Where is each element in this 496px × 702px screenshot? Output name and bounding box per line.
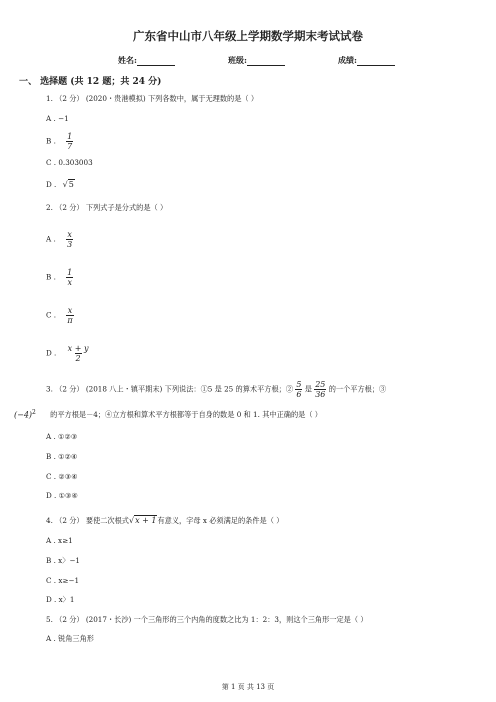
question-3-stem (46, 380, 386, 399)
q2-c-numerator: x (67, 306, 73, 315)
q4-option-a: A . x≥1 (46, 536, 73, 545)
q1-option-b (46, 132, 73, 151)
q1-option-a: A . −1 (46, 114, 69, 123)
score-blank (357, 57, 395, 66)
q3-stem-part-b: 是 (304, 384, 312, 394)
class-field (228, 55, 285, 66)
q2-option-c-fraction (66, 306, 73, 325)
q2-option-d (46, 344, 89, 363)
q4-option-b: B . x〉−1 (46, 556, 80, 565)
q2-a-numerator: x (67, 230, 72, 239)
q3-stem-part-c: 的一个平方根；③ (328, 384, 387, 394)
q1-d-radicand: 5 (68, 180, 74, 189)
q3-stem-part-a: 3. （2 分） (2018 八上・镇平期末) 下列说法：①5 是 25 的算术平方根；② (46, 384, 294, 394)
q2-option-d-fraction (67, 344, 90, 363)
q2-d-denominator: 2 (75, 354, 81, 363)
q4-radicand: x + 1 (135, 516, 157, 525)
name-label: 姓名: (118, 55, 137, 65)
q2-option-c (46, 306, 74, 325)
q4-option-c: C . x≥−1 (46, 576, 80, 585)
q3-option-c: C . ②③④ (46, 472, 78, 481)
question-5-stem: 5. （2 分） (2017・长沙) 一个三角形的三个内角的度数之比为 1：2：3，则这个三角形一定是（ ） (46, 615, 368, 624)
question-4-stem (46, 516, 283, 526)
q1-option-b-label: B . (46, 136, 56, 146)
question-2-stem: 2. （2 分） 下列式子是分式的是（ ） (46, 203, 168, 212)
q2-option-a-label: A . (46, 234, 56, 244)
class-label: 班级: (228, 55, 247, 65)
question-1-stem: 1. （2 分） (2020・贵港模拟) 下列各数中，属于无理数的是（ ） (46, 94, 259, 103)
q2-option-b-fraction (66, 268, 73, 287)
class-blank (247, 57, 285, 66)
name-field (118, 55, 175, 66)
q4-sqrt: √x + 1 (128, 516, 157, 525)
q2-option-b (46, 268, 73, 287)
q2-option-d-label: D . (46, 348, 57, 358)
q1-option-c: C . 0.303003 (46, 158, 93, 167)
page-footer: 第 1 页 共 13 页 (221, 683, 275, 691)
q3-f2-numerator: 25 (315, 380, 326, 389)
section-heading: 一、 选择题 (共 12 题；共 24 分) (19, 77, 162, 87)
q2-option-a-fraction (66, 230, 73, 249)
q3-f1-numerator: 5 (296, 380, 302, 389)
q2-b-denominator: x (67, 278, 72, 287)
q3-f2-denominator: 36 (315, 390, 326, 399)
q3-stem-part-d: 的平方根是－4；④立方根和算术平方根都等于自身的数是 0 和 1. 其中正确的是（ ） (50, 410, 322, 420)
q2-option-b-label: B . (46, 272, 56, 282)
q3-fraction-5-6 (295, 380, 302, 399)
question-3-stem-line2 (14, 409, 322, 420)
q2-b-numerator: 1 (67, 268, 73, 277)
q3-fraction-25-36 (314, 380, 326, 399)
q3-option-d: D . ①③④ (46, 491, 78, 500)
q2-d-numerator: x + y (67, 344, 89, 353)
q1-option-b-fraction (66, 132, 73, 151)
q3-option-a: A . ①②③ (46, 432, 78, 441)
q4-stem-part-b: 有意义，字母 x 必须满足的条件是（ ） (157, 516, 284, 525)
q1-b-denominator: 7 (67, 142, 73, 151)
q5-option-a: A . 锐角三角形 (46, 634, 94, 643)
q1-option-d (46, 180, 75, 189)
name-blank (137, 57, 175, 66)
q3-option-b: B . ①②④ (46, 452, 78, 461)
page-title: 广东省中山市八年级上学期数学期末考试试卷 (133, 29, 363, 43)
q2-option-c-label: C . (46, 310, 57, 320)
score-label: 成绩: (338, 55, 357, 65)
score-field (338, 55, 395, 66)
q2-a-denominator: 3 (67, 240, 73, 249)
q3-power-base: (−4) (14, 410, 33, 420)
q3-f1-denominator: 6 (296, 390, 302, 399)
q1-b-numerator: 1 (67, 132, 73, 141)
q1-option-d-label: D . (46, 180, 57, 189)
q4-stem-part-a: 4. （2 分） 要使二次根式 (46, 516, 129, 525)
q2-option-a (46, 230, 73, 249)
q2-c-denominator: π (67, 316, 73, 325)
q1-option-d-sqrt: √5 (62, 180, 74, 189)
q3-power-exponent: 2 (32, 409, 36, 416)
q4-option-d: D . x〉1 (46, 595, 75, 604)
